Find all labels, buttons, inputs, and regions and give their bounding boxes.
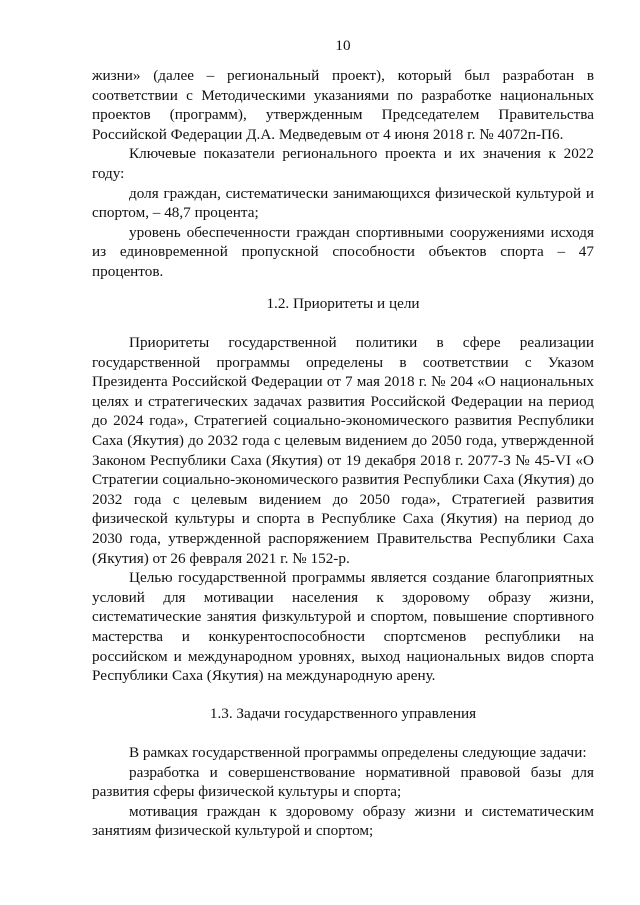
section-heading-priorities: 1.2. Приоритеты и цели bbox=[266, 295, 420, 312]
list-item: разработка и совершенствование нормативной правовой базы для развития сферы физической культуры и спорта; bbox=[92, 763, 594, 801]
paragraph: Приоритеты государственной политики в сфере реализации государственной программы определены в соответствии с Указом Президента Российской Федерации от 7 мая 2018 г. № 204 «О национальных целях и стратегических задачах развития Российской Федерации на период до 2024 года», Стратегией социально-экономического развития Республики Саха (Якутия) до 2032 года с целевым видением до 2050 года, утвержденной Законом Республики Саха (Якутия) от 19 декабря 2018 г. 2077-З № 45-VI «О Стратегии социально-экономического развития Республики Саха (Якутия) до 2032 года с целевым видением до 2050 года», Стратегией развития физической культуры и спорта в Республике Саха (Якутия) на период до 2030 года, утвержденной распоряжением Правительства Республики Саха (Якутия) от 26 февраля 2021 г. № 152-р. bbox=[92, 334, 594, 567]
priorities-block bbox=[92, 333, 594, 686]
list-item: доля граждан, систематически занимающихся физической культурой и спортом, – 48,7 процента; bbox=[92, 184, 594, 222]
list-item: мотивация граждан к здоровому образу жизни и систематическим занятиям физической культурой и спортом; bbox=[92, 802, 594, 840]
section-heading-tasks: 1.3. Задачи государственного управления bbox=[209, 705, 477, 722]
intro-block bbox=[92, 66, 594, 282]
tasks-block bbox=[92, 743, 594, 841]
page-number: 10 bbox=[335, 37, 351, 54]
paragraph: В рамках государственной программы определены следующие задачи: bbox=[129, 744, 587, 761]
list-item: уровень обеспеченности граждан спортивными сооружениями исходя из единовременной пропускной способности объектов спорта – 47 процентов. bbox=[92, 223, 594, 280]
paragraph: жизни» (далее – региональный проект), который был разработан в соответствии с Методическими указаниями по разработке национальных проектов (программ), утвержденным Председателем Правительства Российской Федерации Д.А. Медведевым от 4 июня 2018 г. № 4072п-П6. bbox=[92, 67, 594, 143]
paragraph: Целью государственной программы является создание благоприятных условий для мотивации населения к здоровому образу жизни, систематические занятия физкультурой и спортом, повышение спортивного мастерства и конкурентоспособности спортсменов республики на российском и международном уровнях, выход национальных видов спорта Республики Саха (Якутия) на международную арену. bbox=[92, 569, 594, 685]
paragraph: Ключевые показатели регионального проекта и их значения к 2022 году: bbox=[92, 145, 594, 182]
